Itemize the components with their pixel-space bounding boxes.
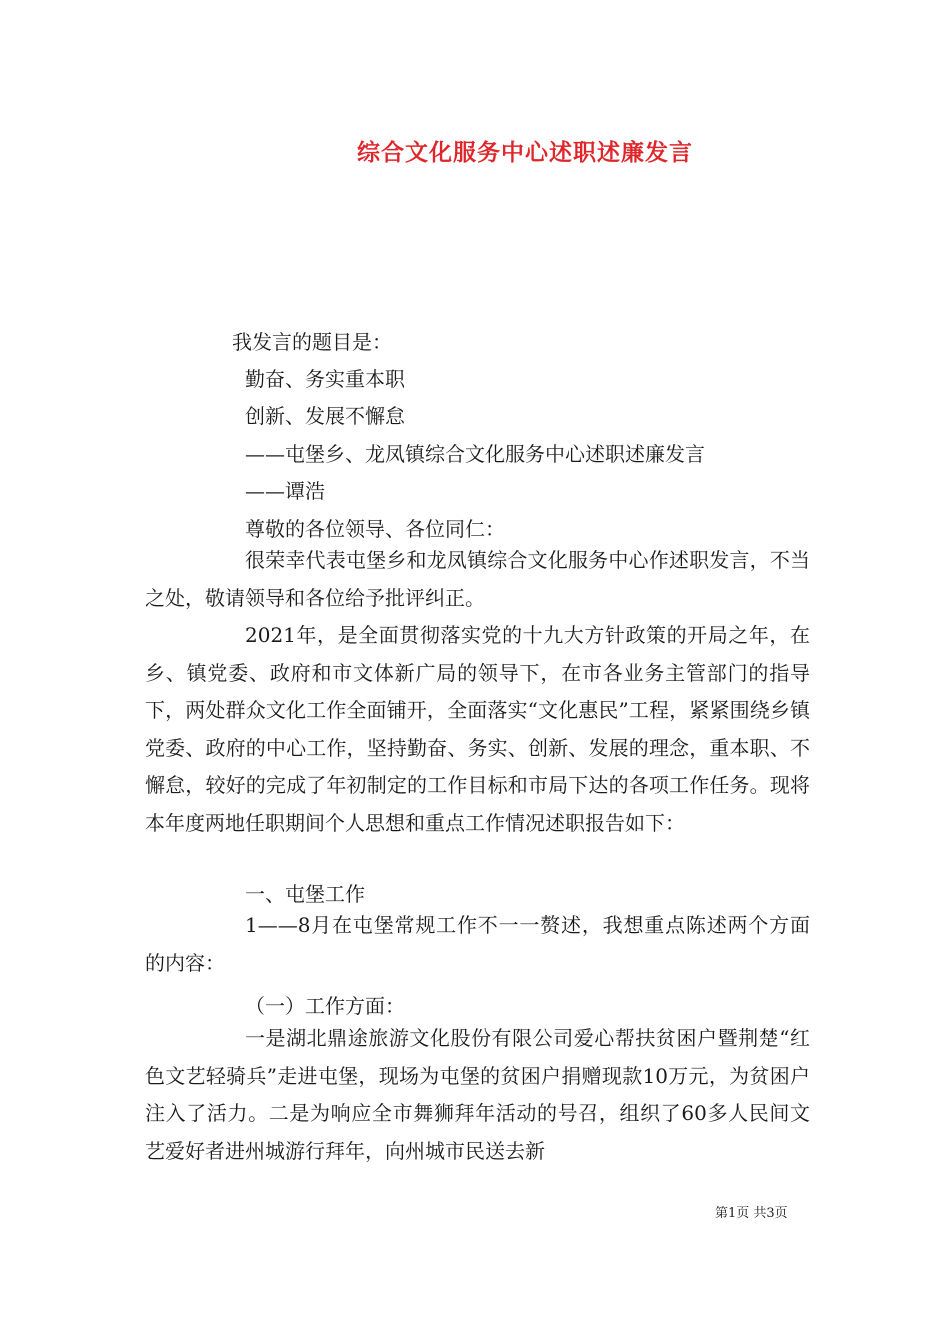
document-title: 综合文化服务中心述职述廉发言 [357,139,693,166]
paragraph-overview: 2021年，是全面贯彻落实党的十九大方针政策的开局之年，在乡、镇党委、政府和市文体新广局的领导下，在市各业务主管部门的指导下，两处群众文化工作全面铺开，全面落实“文化惠民”工程，紧紧围绕乡镇党委、政府的中心工作，坚持勤奋、务实、创新、发展的理念，重本职、不懈怠，较好的完成了年初制定的工作目标和市局下达的各项工作任务。现将本年度两地任职期间个人思想和重点工作情况述职报告如下： [145,623,810,835]
page-number-footer: 第1页 共3页 [715,1206,788,1221]
greeting-line: 尊敬的各位领导、各位同仁： [245,517,505,541]
subsection-heading-work: （一）工作方面： [245,994,405,1018]
subtitle-line-1: 勤奋、务实重本职 [245,367,405,391]
paragraph-intro: 很荣幸代表屯堡乡和龙凤镇综合文化服务中心作述职发言，不当之处，敬请领导和各位给予批评纠正。 [145,548,810,610]
paragraph-tunbao-intro: 1——8月在屯堡常规工作不一一赘述，我想重点陈述两个方面的内容： [145,913,810,975]
paragraph-work-details: 一是湖北鼎途旅游文化股份有限公司爱心帮扶贫困户暨荆楚“红色文艺轻骑兵”走进屯堡，现场为屯堡的贫困户捐赠现款10万元，为贫困户注入了活力。二是为响应全市舞狮拜年活动的号召，组织了60多人民间文艺爱好者进州城游行拜年，向州城市民送去新 [145,1026,810,1163]
author-line: ——谭浩 [245,479,325,503]
section-heading-tunbao: 一、屯堡工作 [245,882,365,906]
subtitle-line-2: 创新、发展不懈怠 [245,404,405,428]
topic-line: 我发言的题目是： [232,330,392,354]
subtitle-line-3: ——屯堡乡、龙凤镇综合文化服务中心述职述廉发言 [245,442,705,466]
